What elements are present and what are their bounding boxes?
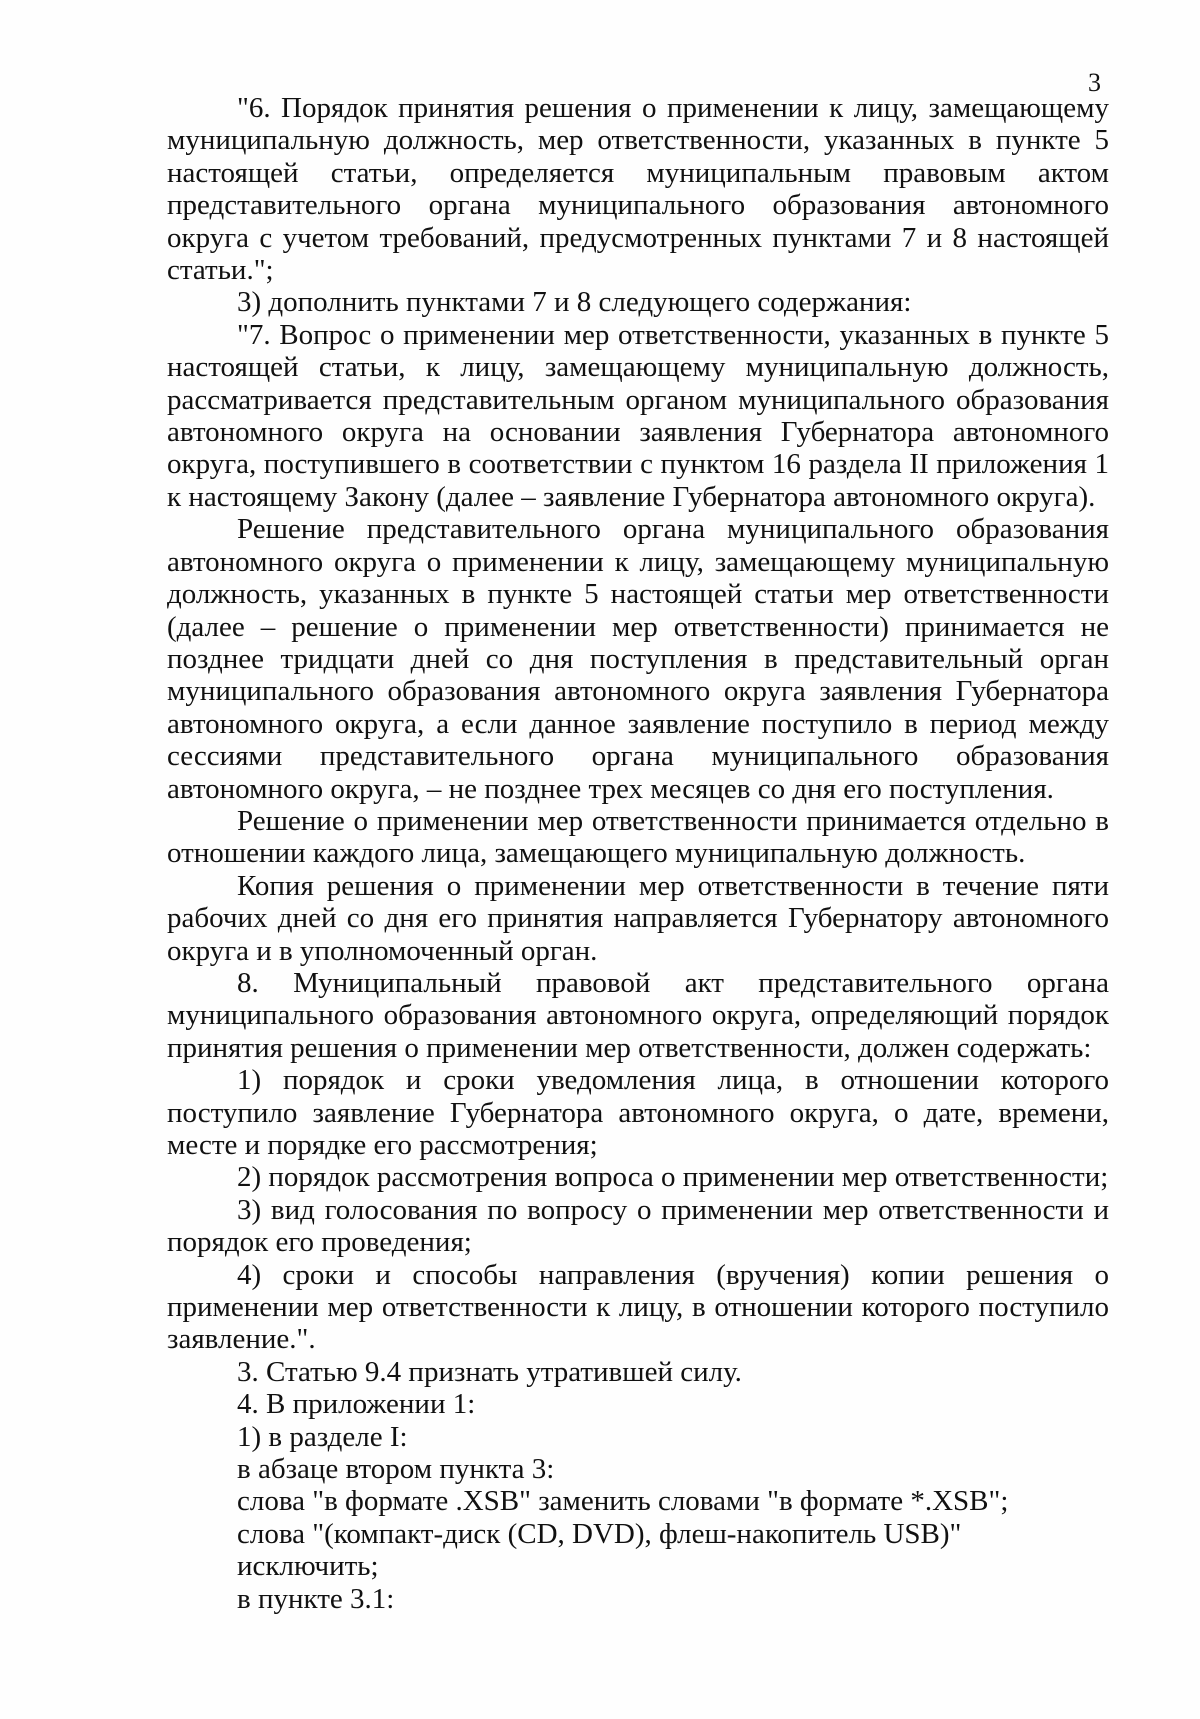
paragraph-decision-terms: Решение представительного органа муниципального образования автономного округа о применении к лицу, замещающему муниципальную должность, указанных в пункте 5 настоящей статьи мер ответственности (далее – решение о применении мер ответственности) принимается не позднее тридцати дней со дня поступления в представительный орган муниципального образования автономного округа заявления Губернатора автономного округа, а если данное заявление поступило в период между сессиями представительного органа муниципального образования автономного округа, – не позднее трех месяцев со дня его поступления.	[167, 513, 1109, 805]
paragraph-article-9-4: 3. Статью 9.4 признать утратившей силу.	[237, 1355, 742, 1388]
list-item-3: 3) вид голосования по вопросу о применении мер ответственности и порядок его проведения;	[167, 1193, 1109, 1259]
paragraph-point-3: в абзаце втором пункта 3:	[237, 1453, 555, 1486]
page-number: 3	[1088, 68, 1101, 97]
paragraph-decision-copy: Копия решения о применении мер ответственности в течение пяти рабочих дней со дня его принятия направляется Губернатору автономного округа и в уполномоченный орган.	[167, 869, 1109, 967]
paragraph-item-6: "6. Порядок принятия решения о применении к лицу, замещающему муниципальную должность, мер ответственности, указанных в пункте 5 настоящей статьи, определяется муниципальным правовым актом представительного органа муниципального образования автономного округа с учетом требований, предусмотренных пунктами 7 и 8 настоящей статьи.";	[167, 92, 1109, 287]
document-body	[167, 92, 1109, 1615]
paragraph-appendix-1: 4. В приложении 1:	[237, 1388, 476, 1421]
paragraph-cd-dvd: слова "(компакт-диск (CD, DVD), флеш-накопитель USB)" исключить;	[237, 1517, 962, 1583]
paragraph-xsb-format: слова "в формате .XSB" заменить словами "в формате *.XSB";	[237, 1485, 1009, 1518]
paragraph-point-3-1: в пункте 3.1:	[237, 1582, 395, 1615]
list-item-2: 2) порядок рассмотрения вопроса о применении мер ответственности;	[237, 1161, 1109, 1194]
paragraph-section-i: 1) в разделе I:	[237, 1420, 408, 1453]
paragraph-item-8: 8. Муниципальный правовой акт представительного органа муниципального образования автономного округа, определяющий порядок принятия решения о применении мер ответственности, должен содержать:	[167, 966, 1109, 1064]
list-item-1: 1) порядок и сроки уведомления лица, в отношении которого поступило заявление Губернатора автономного округа, о дате, времени, месте и порядке его рассмотрения;	[167, 1064, 1109, 1161]
paragraph-item-7: "7. Вопрос о применении мер ответственности, указанных в пункте 5 настоящей статьи, к лицу, замещающему муниципальную должность, рассматривается представительным органом муниципального образования автономного округа на основании заявления Губернатора автономного округа, поступившего в соответствии с пунктом 16 раздела II приложения 1 к настоящему Закону (далее – заявление Губернатора автономного округа).	[167, 318, 1109, 513]
list-item-4: 4) сроки и способы направления (вручения) копии решения о применении мер ответственности к лицу, в отношении которого поступило заявление.".	[167, 1258, 1109, 1356]
paragraph-subitem-3: 3) дополнить пунктами 7 и 8 следующего содержания:	[237, 286, 912, 319]
paragraph-decision-separate: Решение о применении мер ответственности принимается отдельно в отношении каждого лица, замещающего муниципальную должность.	[167, 804, 1109, 870]
